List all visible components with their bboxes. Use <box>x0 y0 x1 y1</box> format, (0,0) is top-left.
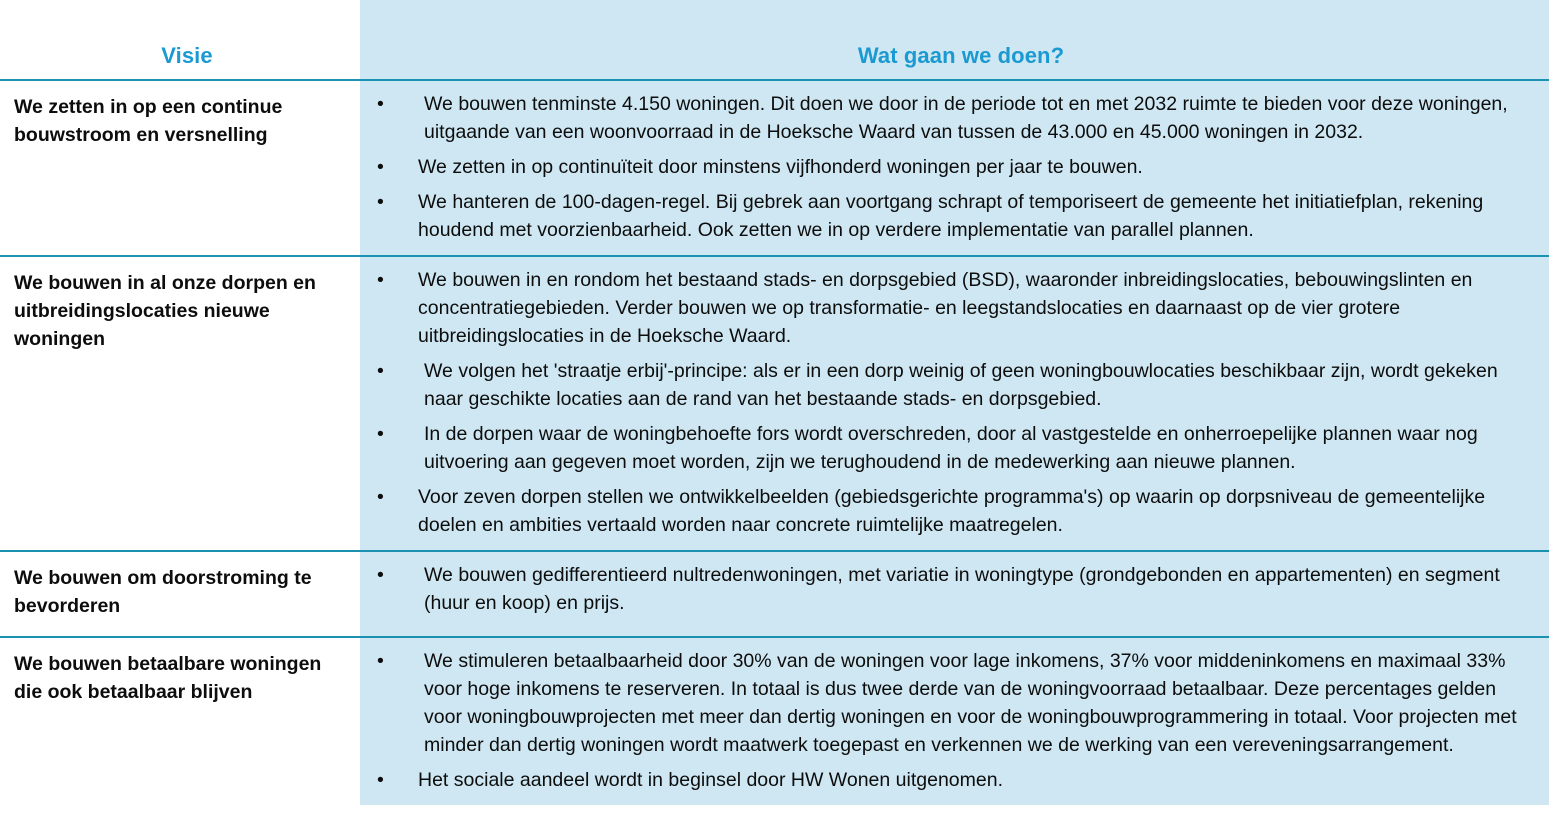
list-item-text: We bouwen gedifferentieerd nultredenwoningen, met variatie in woningtype (grondgebonden en appartementen) en segment (huur en koop) en prijs. <box>424 564 1500 615</box>
bullet-icon: • <box>377 650 384 673</box>
bullet-icon: • <box>377 191 384 214</box>
list-item <box>374 647 1539 759</box>
actions-cell <box>360 637 1549 805</box>
list-item <box>374 188 1539 244</box>
bullet-icon: • <box>377 269 384 292</box>
list-item <box>374 357 1539 413</box>
bullet-icon: • <box>377 360 384 383</box>
spacer-left <box>0 0 360 18</box>
table-row <box>0 256 1549 551</box>
bullet-icon: • <box>377 423 384 446</box>
table-top-spacer <box>0 0 1549 18</box>
action-list <box>360 552 1549 628</box>
actions-cell <box>360 80 1549 256</box>
list-item <box>374 90 1539 146</box>
vision-title: We zetten in op een continue bouwstroom en versnelling <box>14 96 283 147</box>
column-header-vision-label: Visie <box>161 43 213 68</box>
action-list <box>360 81 1549 255</box>
list-item-text: We zetten in op continuïteit door minstens vijfhonderd woningen per jaar te bouwen. <box>418 156 1143 179</box>
bullet-icon: • <box>377 486 384 509</box>
bullet-icon: • <box>377 564 384 587</box>
table-row <box>0 80 1549 256</box>
list-item <box>374 766 1539 794</box>
bullet-icon: • <box>377 769 384 792</box>
column-header-actions <box>360 18 1549 80</box>
list-item <box>374 266 1539 350</box>
action-list <box>360 638 1549 805</box>
list-item <box>374 561 1539 617</box>
column-header-vision <box>0 18 360 80</box>
list-item <box>374 420 1539 476</box>
list-item <box>374 483 1539 539</box>
list-item-text: We bouwen in en rondom het bestaand stads- en dorpsgebied (BSD), waaronder inbreidingslocaties, bebouwingslinten en concentratiegebieden. Verder bouwen we op transformatie- en leegstandslocaties en daarnaast op de vier grotere uitbreidingslocaties in de Hoeksche Waard. <box>418 269 1473 348</box>
list-item-text: Voor zeven dorpen stellen we ontwikkelbeelden (gebiedsgerichte programma's) op waarin op dorpsniveau de gemeentelijke doelen en ambities vertaald worden naar concrete ruimtelijke maatregelen. <box>418 486 1486 537</box>
list-item <box>374 153 1539 181</box>
bullet-icon: • <box>377 93 384 116</box>
spacer-right <box>360 0 1549 18</box>
list-item-text: We volgen het 'straatje erbij'-principe: als er in een dorp weinig of geen woningbouwlocaties beschikbaar zijn, wordt gekeken naar geschikte locaties aan de rand van het bestaande stads- en dorpsgebied. <box>424 360 1498 411</box>
list-item-text: Het sociale aandeel wordt in beginsel door HW Wonen uitgenomen. <box>418 769 1003 792</box>
actions-cell <box>360 256 1549 551</box>
vision-title: We bouwen in al onze dorpen en uitbreidingslocaties nieuwe woningen <box>14 272 316 351</box>
actions-cell <box>360 551 1549 637</box>
vision-cell <box>0 551 360 637</box>
vision-title: We bouwen om doorstroming te bevorderen <box>14 567 312 618</box>
list-item-text: We hanteren de 100-dagen-regel. Bij gebrek aan voortgang schrapt of temporiseert de gemeente het initiatiefplan, rekening houdend met voorzienbaarheid. Ook zetten we in op verdere implementatie van parallel plannen. <box>418 191 1484 242</box>
vision-cell <box>0 80 360 256</box>
vision-cell <box>0 256 360 551</box>
vision-cell <box>0 637 360 805</box>
table-header-row <box>0 18 1549 80</box>
action-list <box>360 257 1549 550</box>
list-item-text: We stimuleren betaalbaarheid door 30% van de woningen voor lage inkomens, 37% voor middeninkomens en maximaal 33% voor hoge inkomens te reserveren. In totaal is dus twee derde van de woningvoorraad betaalbaar. Deze percentages gelden voor woningbouwprojecten met meer dan dertig woningen en voor de woningbouwprogrammering in totaal. Voor projecten met minder dan dertig woningen wordt maatwerk toegepast en verkennen we de werking van een vereveningsarrangement. <box>424 650 1517 757</box>
list-item-text: We bouwen tenminste 4.150 woningen. Dit doen we door in de periode tot en met 2032 ruimte te bieden voor deze woningen, uitgaande van een woonvoorraad in de Hoeksche Waard van tussen de 43.000 en 45.000 woningen in 2032. <box>424 93 1508 144</box>
vision-title: We bouwen betaalbare woningen die ook betaalbaar blijven <box>14 653 322 704</box>
column-header-actions-label: Wat gaan we doen? <box>857 43 1065 68</box>
table-row <box>0 551 1549 637</box>
bullet-icon: • <box>377 156 384 179</box>
table-row <box>0 637 1549 805</box>
list-item-text: In de dorpen waar de woningbehoefte fors wordt overschreden, door al vastgestelde en onherroepelijke plannen waar nog uitvoering aan gegeven moet worden, zijn we terughoudend in de medewerking aan nieuwe plannen. <box>424 423 1478 474</box>
